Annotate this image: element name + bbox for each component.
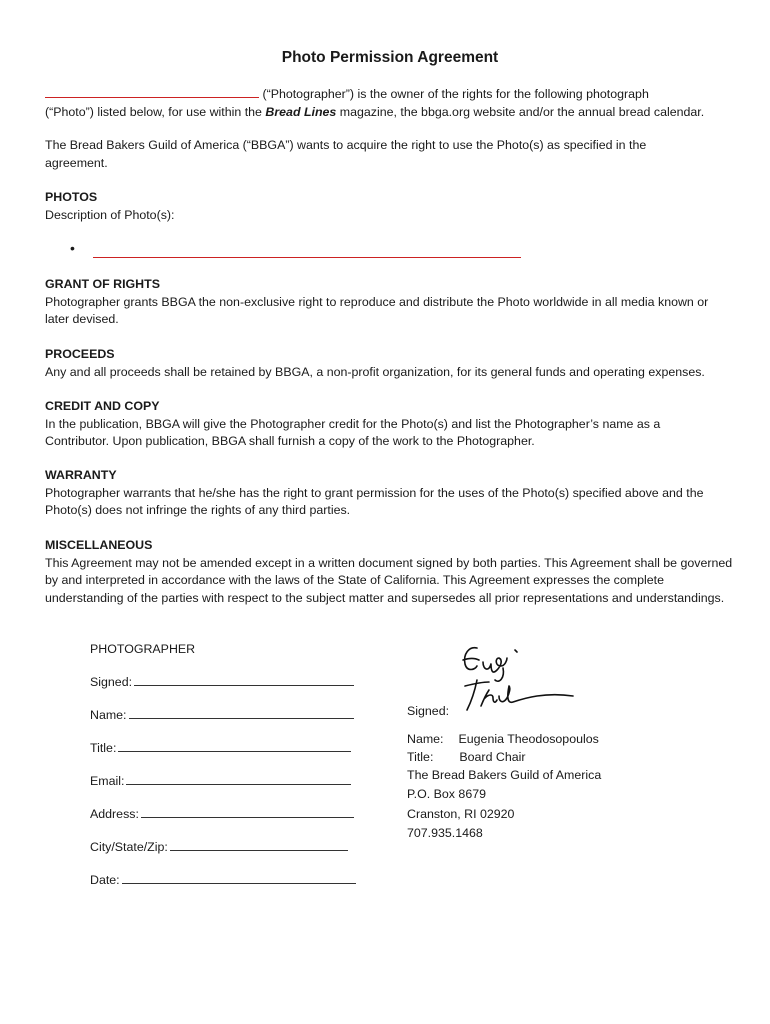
credit-section bbox=[45, 398, 695, 451]
warranty-heading: WARRANTY bbox=[45, 468, 117, 482]
photographer-address-field[interactable] bbox=[141, 807, 354, 818]
photos-description-label: Description of Photo(s): bbox=[45, 207, 175, 222]
magazine-name: Bread Lines bbox=[265, 104, 337, 119]
bbga-po-box: P.O. Box 8679 bbox=[407, 787, 486, 801]
misc-section bbox=[45, 537, 735, 607]
proceeds-heading: PROCEEDS bbox=[45, 347, 115, 361]
photographer-name-row: Name: bbox=[90, 708, 354, 722]
intro-paragraph: (“Photographer”) is the owner of the rights for the following photograph (“Photo”) listed below, for use within the Bread Lines magazine, the bbga.org website and/or the annual bread calendar. bbox=[45, 87, 705, 119]
warranty-section bbox=[45, 467, 735, 520]
bullet-icon: • bbox=[70, 240, 75, 256]
grant-text: Photographer grants BBGA the non-exclusive right to reproduce and distribute the Photo worldwide in all media known or later devised. bbox=[45, 294, 709, 326]
bbga-city: Cranston, RI 02920 bbox=[407, 807, 515, 821]
grant-section bbox=[45, 276, 735, 329]
photographer-name-blank[interactable] bbox=[45, 87, 259, 98]
signature-image bbox=[455, 640, 585, 720]
photographer-name-field[interactable] bbox=[129, 708, 354, 719]
photographer-heading: PHOTOGRAPHER bbox=[90, 642, 196, 656]
credit-text: In the publication, BBGA will give the Photographer credit for the Photo(s) and list the Photographer’s name as a Contributor. Upon publication, BBGA shall furnish a copy of the work to the Photographer. bbox=[45, 416, 661, 448]
bbga-org: The Bread Bakers Guild of America bbox=[407, 768, 602, 782]
photographer-city-row: City/State/Zip: bbox=[90, 840, 348, 854]
photographer-signed-field[interactable] bbox=[134, 675, 354, 686]
bbga-phone: 707.935.1468 bbox=[407, 826, 483, 840]
credit-heading: CREDIT AND COPY bbox=[45, 399, 160, 413]
photographer-date-row: Date: bbox=[90, 873, 356, 887]
photographer-address-row: Address: bbox=[90, 807, 354, 821]
document-title: Photo Permission Agreement bbox=[281, 49, 499, 66]
photos-heading: PHOTOS bbox=[45, 190, 98, 204]
bbga-name-row: Name: Eugenia Theodosopoulos bbox=[407, 732, 599, 746]
photos-section bbox=[45, 189, 735, 224]
photographer-title-row: Title: bbox=[90, 741, 351, 755]
photographer-city-field[interactable] bbox=[170, 840, 348, 851]
grant-heading: GRANT OF RIGHTS bbox=[45, 277, 160, 291]
photo-description-blank[interactable] bbox=[93, 257, 521, 258]
proceeds-section bbox=[45, 346, 735, 381]
photographer-title-field[interactable] bbox=[118, 741, 351, 752]
warranty-text: Photographer warrants that he/she has the right to grant permission for the uses of the Photo(s) specified above and the Photo(s) does not infringe the rights of any third parties. bbox=[45, 485, 704, 517]
photographer-signed-row: Signed: bbox=[90, 675, 354, 689]
photographer-date-field[interactable] bbox=[122, 873, 356, 884]
bbga-signed-label: Signed: bbox=[407, 704, 450, 718]
bbga-title-row: Title: Board Chair bbox=[407, 750, 526, 764]
misc-heading: MISCELLANEOUS bbox=[45, 538, 153, 552]
proceeds-text: Any and all proceeds shall be retained by BBGA, a non-profit organization, for its general funds and operating expenses. bbox=[45, 364, 705, 379]
bbga-name-value: Eugenia Theodosopoulos bbox=[458, 732, 599, 746]
photographer-email-row: Email: bbox=[90, 774, 351, 788]
bbga-paragraph: The Bread Bakers Guild of America (“BBGA”) wants to acquire the right to use the Photo(s) as specified in the agreement. bbox=[45, 138, 647, 170]
bbga-title-value: Board Chair bbox=[459, 750, 526, 764]
photographer-email-field[interactable] bbox=[126, 774, 351, 785]
misc-text: This Agreement may not be amended except in a written document signed by both parties. This Agreement shall be governed by and interpreted in accordance with the laws of the State of California. This Agreement expresses the complete understanding of the parties with respect to the subject matter and supersedes all prior representations and understandings. bbox=[45, 555, 733, 605]
